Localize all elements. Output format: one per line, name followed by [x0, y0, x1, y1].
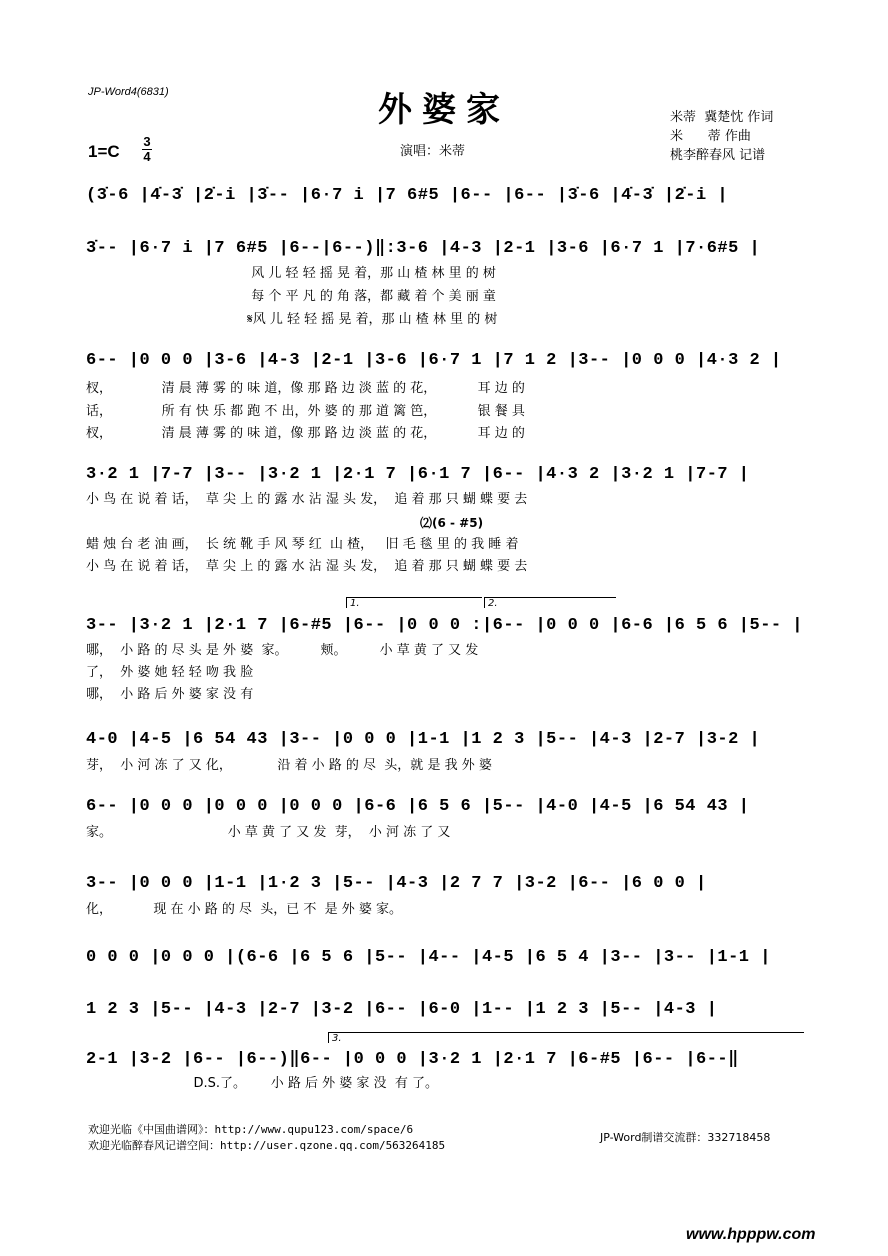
- transcriber-credit: 桃李醉春风 记谱: [670, 148, 766, 163]
- lyric-line: 小 鸟 在 说 着 话， 草 尖 上 的 露 水 沾 湿 头 发， 追 着 那 只 蝴 蝶 要 去: [86, 492, 528, 507]
- volta-1: 1.: [346, 597, 482, 608]
- lyric-line: 每 个 平 凡 的 角 落，都 藏 着 个 美 丽 童: [86, 289, 496, 304]
- notation-line-10: 1 2 3 |5-- |4-3 |2-7 |3-2 |6-- |6-0 |1-- |1 2 3 |5-- |4-3 |: [86, 1000, 718, 1019]
- notation-line-7: 6-- |0 0 0 |0 0 0 |0 0 0 |6-6 |6 5 6 |5-- |4-0 |4-5 |6 54 43 |: [86, 797, 750, 816]
- key-signature: 1=C: [88, 142, 120, 161]
- notation-line-3: 6-- |0 0 0 |3-6 |4-3 |2-1 |3-6 |6·7 1 |7 1 2 |3-- |0 0 0 |4·3 2 |: [86, 351, 782, 370]
- meter-top: 3: [143, 134, 151, 149]
- lyric-line: 杈， 清 晨 薄 雾 的 味 道，像 那 路 边 淡 蓝 的 花， 耳 边 的: [86, 426, 525, 441]
- lyric-line: 小 鸟 在 说 着 话， 草 尖 上 的 露 水 沾 湿 头 发， 追 着 那 只 蝴 蝶 要 去: [86, 559, 528, 574]
- notation-line-8: 3-- |0 0 0 |1-1 |1·2 3 |5-- |4-3 |2 7 7 |3-2 |6-- |6 0 0 |: [86, 874, 707, 893]
- alternate-notes: ⑵(6 - #5): [420, 516, 484, 530]
- volta-2: 2.: [484, 597, 616, 608]
- lyric-line: 化， 现 在 小 路 的 尽 头，已 不 是 外 婆 家。: [86, 902, 403, 917]
- lyric-line: 话， 所 有 快 乐 都 跑 不 出，外 婆 的 那 道 篱 笆， 银 餐 具: [86, 404, 525, 419]
- lyric-line: 𝄋风 儿 轻 轻 摇 晃 着，那 山 楂 林 里 的 树: [86, 312, 498, 327]
- footer-link-qupu[interactable]: 欢迎光临《中国曲谱网》：http://www.qupu123.com/space/6: [88, 1123, 414, 1136]
- lyric-line: 家。 小 草 黄 了 又 发 芽， 小 河 冻 了 又: [86, 825, 451, 840]
- notation-line-4: 3·2 1 |7-7 |3-- |3·2 1 |2·1 7 |6·1 7 |6-- |4·3 2 |3·2 1 |7-7 |: [86, 465, 750, 484]
- credits: [670, 108, 773, 165]
- notation-line-2: 3̇-- |6·7 i |7 6#5 |6--|6--)‖:3-6 |4-3 |2-1 |3-6 |6·7 1 |7·6#5 |: [86, 239, 761, 258]
- notation-line-1: (3̇-6 |4̇-3̇ |2̇-i |3̇-- |6·7 i |7 6#5 |6-- |6-- |3̇-6 |4̇-3̇ |2̇-i |: [86, 186, 729, 205]
- lyric-line: 芽， 小 河 冻 了 又 化， 沿 着 小 路 的 尽 头，就 是 我 外 婆: [86, 758, 492, 773]
- lyric-line: 哪， 小 路 的 尽 头 是 外 婆 家。 颊。 小 草 黄 了 又 发: [86, 643, 479, 658]
- lyricist-credit: 米蒂 冀楚忱 作词: [670, 110, 774, 125]
- footer-group: JP-Word制谱交流群：332718458: [600, 1131, 771, 1144]
- software-label: JP-Word4(6831): [88, 86, 169, 98]
- footer-links: [88, 1122, 445, 1154]
- volta-3: 3.: [328, 1032, 804, 1043]
- lyric-line: 蜡 烛 台 老 油 画， 长 统 靴 手 风 琴 红 山 楂， 旧 毛 毯 里 的 我 睡 着: [86, 537, 519, 552]
- notation-line-5: 3-- |3·2 1 |2·1 7 |6-#5 |6-- |0 0 0 :|6-- |0 0 0 |6-6 |6 5 6 |5-- |: [86, 616, 804, 635]
- site-watermark: www.hpppw.com: [686, 1226, 816, 1243]
- meter-bottom: 4: [143, 149, 151, 164]
- lyric-line: 哪， 小 路 后 外 婆 家 没 有: [86, 687, 254, 702]
- time-signature: [142, 136, 152, 163]
- composer-credit: 米 蒂 作曲: [670, 129, 751, 144]
- song-title: 外婆家: [378, 90, 510, 130]
- lyric-line: 风 儿 轻 轻 摇 晃 着，那 山 楂 林 里 的 树: [86, 266, 496, 281]
- lyric-line: 杈， 清 晨 薄 雾 的 味 道，像 那 路 边 淡 蓝 的 花， 耳 边 的: [86, 381, 525, 396]
- notation-line-11: 2-1 |3-2 |6-- |6--)‖6-- |0 0 0 |3·2 1 |2·1 7 |6-#5 |6-- |6--‖: [86, 1050, 739, 1069]
- lyric-line: D.S.了。 小 路 后 外 婆 家 没 有 了。: [86, 1076, 438, 1091]
- footer-link-qzone[interactable]: 欢迎光临醉春风记谱空间：http://user.qzone.qq.com/563264185: [88, 1139, 446, 1152]
- lyric-line: 了， 外 婆 她 轻 轻 吻 我 脸: [86, 665, 254, 680]
- singer: 演唱：米蒂: [400, 144, 466, 159]
- notation-line-9: 0 0 0 |0 0 0 |(6-6 |6 5 6 |5-- |4-- |4-5 |6 5 4 |3-- |3-- |1-1 |: [86, 948, 771, 967]
- notation-line-6: 4-0 |4-5 |6 54 43 |3-- |0 0 0 |1-1 |1 2 3 |5-- |4-3 |2-7 |3-2 |: [86, 730, 761, 749]
